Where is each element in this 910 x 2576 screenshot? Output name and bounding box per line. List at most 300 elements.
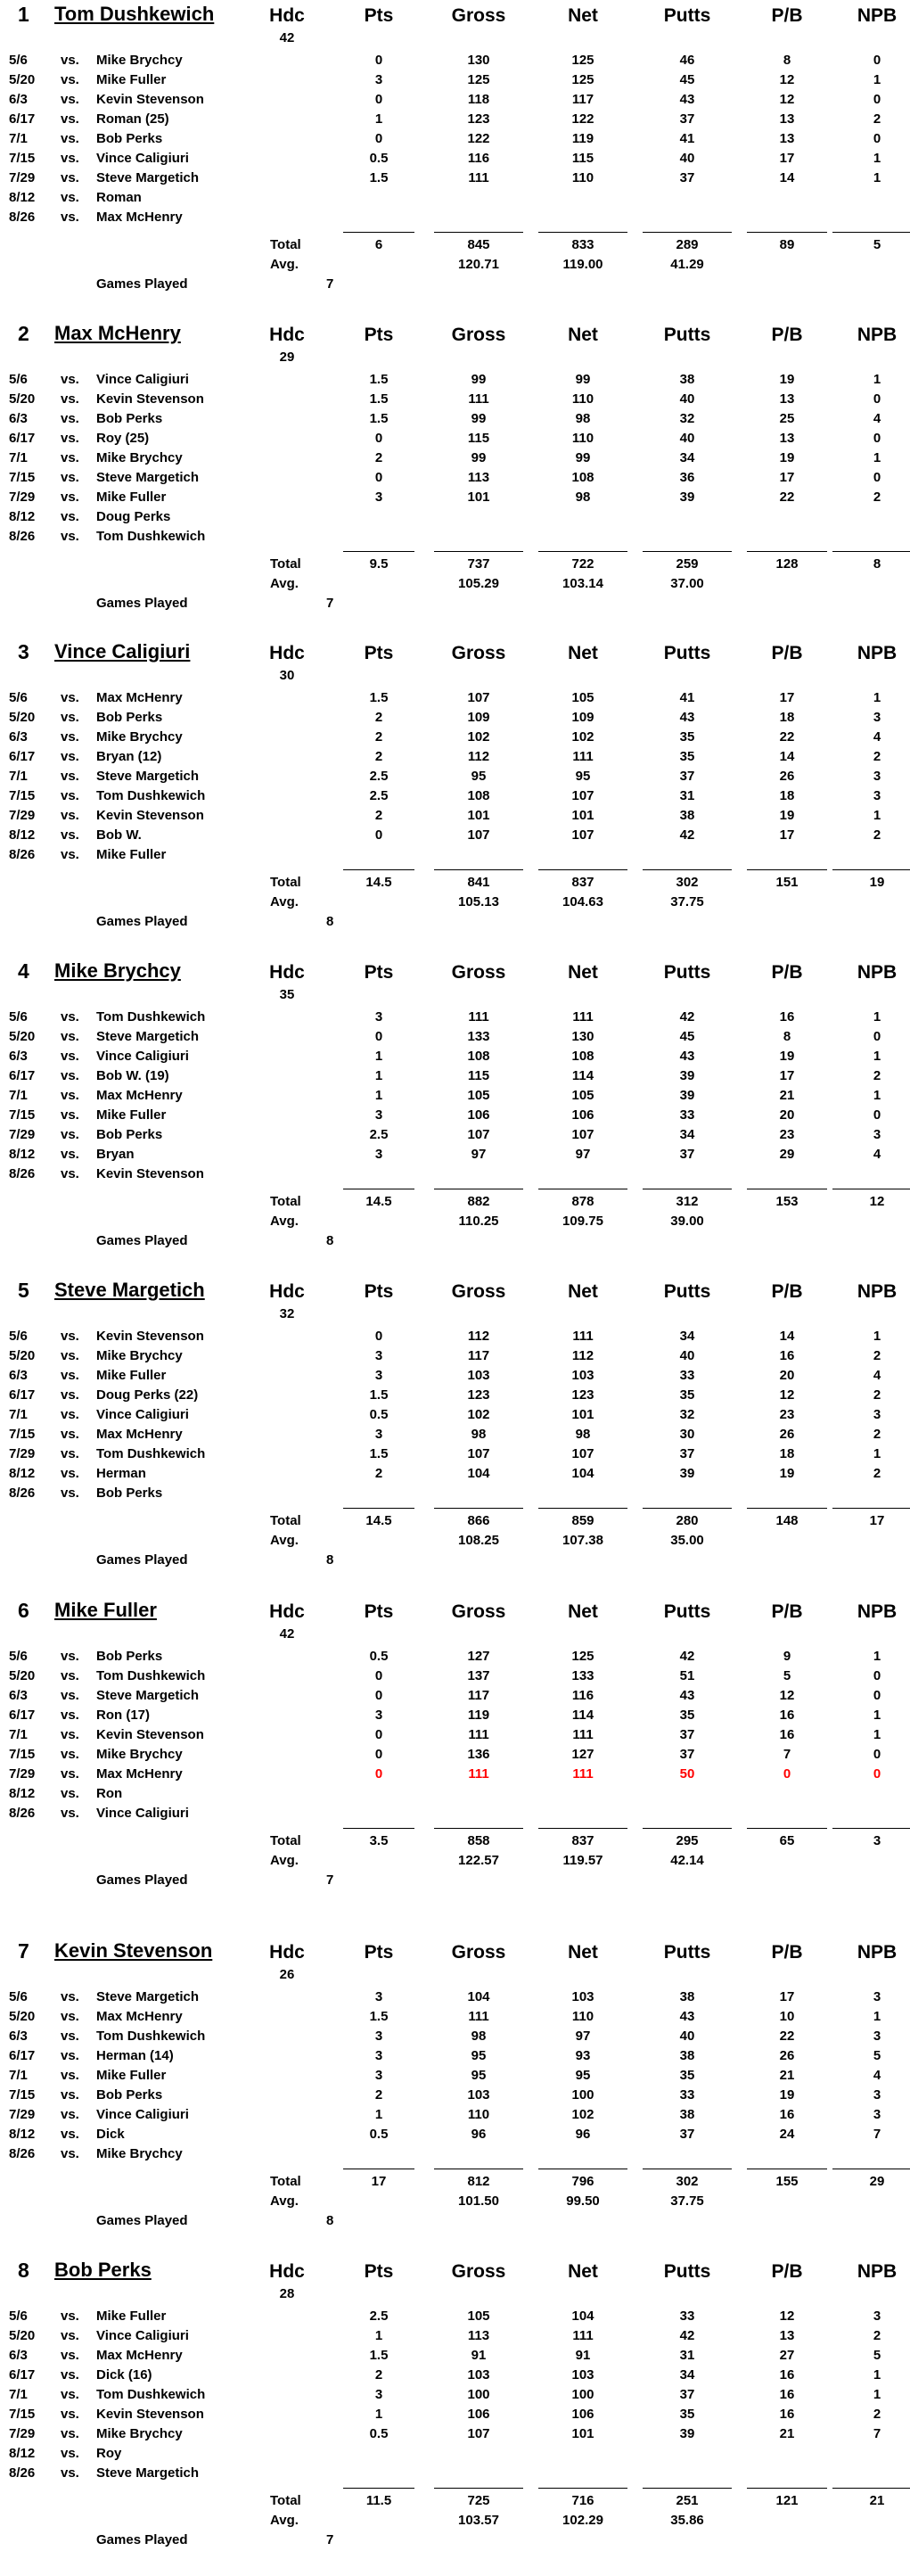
match-putts: 41 [679,131,695,146]
vs-label: vs. [61,151,79,166]
match-row [0,1068,910,1088]
match-row [0,2068,910,2087]
match-npb: 0 [873,1107,881,1123]
match-npb: 2 [873,1427,881,1442]
match-pts: 3 [374,1147,383,1162]
opponent-name: Max McHenry [96,2009,183,2024]
match-putts: 50 [679,1766,695,1782]
match-gross: 112 [467,1329,490,1344]
match-row [0,2446,910,2465]
match-date: 5/6 [9,1989,28,2004]
vs-label: vs. [61,1446,79,1461]
vs-label: vs. [61,1049,79,1064]
match-npb: 4 [873,1368,881,1383]
total-npb: 3 [873,1833,881,1848]
match-npb: 4 [873,411,881,426]
match-pb: 16 [779,1009,795,1025]
vs-label: vs. [61,131,79,146]
match-putts: 40 [679,151,695,166]
handicap-value: 32 [279,1306,295,1321]
match-row [0,2328,910,2348]
match-pb: 7 [783,1747,791,1762]
match-putts: 43 [679,1688,695,1703]
match-gross: 101 [467,490,490,505]
total-net: 833 [571,237,594,252]
match-pts: 0 [374,1747,383,1762]
match-row [0,1727,910,1747]
vs-label: vs. [61,170,79,185]
match-date: 7/15 [9,151,36,166]
vs-label: vs. [61,1806,79,1821]
match-pts: 1 [374,111,383,127]
match-net: 105 [571,690,594,705]
match-date: 6/3 [9,2348,28,2363]
match-gross: 119 [467,1708,490,1723]
vs-label: vs. [61,1009,79,1025]
games-played-value: 7 [326,596,334,611]
vs-label: vs. [61,509,79,524]
match-gross: 106 [467,1107,490,1123]
match-pts: 3 [374,490,383,505]
games-played-value: 8 [326,914,334,929]
total-pb: 148 [775,1513,799,1528]
match-pb: 12 [779,1387,795,1403]
avg-label: Avg. [270,576,299,591]
match-date: 7/29 [9,2107,36,2122]
total-putts: 251 [676,2493,699,2508]
match-row [0,2087,910,2107]
match-npb: 1 [873,808,881,823]
match-pts: 1.5 [369,1446,389,1461]
column-header-npb: NPB [857,5,898,26]
match-npb: 2 [873,1068,881,1083]
total-separator-line [832,1828,910,1829]
match-pts: 1.5 [369,1387,389,1403]
match-row [0,170,910,190]
total-pts: 11.5 [365,2493,392,2508]
total-label: Total [270,1833,301,1848]
opponent-name: Vince Caligiuri [96,1407,189,1422]
match-gross: 99 [471,411,487,426]
vs-label: vs. [61,470,79,485]
vs-label: vs. [61,2446,79,2461]
match-row [0,808,910,827]
opponent-name: Steve Margetich [96,1029,200,1044]
opponent-name: Steve Margetich [96,170,200,185]
column-header-gross: Gross [451,962,506,983]
avg-label: Avg. [270,1533,299,1548]
match-pb: 12 [779,2309,795,2324]
column-header-pts: Pts [364,1601,394,1622]
match-pts: 1.5 [369,170,389,185]
vs-label: vs. [61,1068,79,1083]
opponent-name: Mike Fuller [96,847,167,862]
match-row [0,1708,910,1727]
match-gross: 111 [468,1009,489,1025]
opponent-name: Mike Brychcy [96,2426,183,2441]
match-pts: 3 [374,1427,383,1442]
total-separator-line [747,2488,827,2489]
match-gross: 130 [467,53,490,68]
match-pb: 19 [779,808,795,823]
match-gross: 111 [468,391,489,407]
vs-label: vs. [61,1786,79,1801]
match-gross: 112 [467,749,490,764]
match-row [0,1427,910,1446]
opponent-name: Vince Caligiuri [96,2328,189,2343]
opponent-name: Herman (14) [96,2048,174,2063]
vs-label: vs. [61,710,79,725]
match-date: 8/12 [9,509,36,524]
match-gross: 107 [467,2426,490,2441]
match-npb: 3 [873,1407,881,1422]
match-npb: 5 [873,2348,881,2363]
opponent-name: Mike Fuller [96,1107,167,1123]
vs-label: vs. [61,847,79,862]
match-date: 7/1 [9,2387,28,2402]
total-separator-line [343,1828,414,1829]
match-net: 95 [575,2068,591,2083]
match-net: 125 [571,1649,594,1664]
vs-label: vs. [61,1147,79,1162]
match-date: 6/17 [9,1068,36,1083]
match-putts: 33 [679,1107,695,1123]
vs-label: vs. [61,2127,79,2142]
match-date: 7/15 [9,2407,36,2422]
total-npb: 5 [873,237,881,252]
match-net: 104 [571,1466,594,1481]
match-putts: 40 [679,431,695,446]
avg-net: 109.75 [562,1214,603,1229]
games-played-label: Games Played [96,2213,188,2228]
match-date: 7/29 [9,490,36,505]
avg-putts: 39.00 [670,1214,704,1229]
opponent-name: Steve Margetich [96,769,200,784]
match-pts: 0 [374,827,383,843]
total-separator-line [747,869,827,870]
total-label: Total [270,2174,301,2189]
match-pb: 5 [783,1668,791,1683]
avg-label: Avg. [270,1214,299,1229]
match-npb: 1 [873,1329,881,1344]
match-gross: 107 [467,827,490,843]
total-label: Total [270,2493,301,2508]
opponent-name: Roman (25) [96,111,169,127]
total-separator-line [538,1828,627,1829]
vs-label: vs. [61,1649,79,1664]
match-npb: 0 [873,470,881,485]
match-gross: 108 [467,1049,490,1064]
match-gross: 113 [467,2328,490,2343]
handicap-value: 42 [279,1626,295,1642]
match-date: 6/17 [9,1708,36,1723]
avg-putts: 41.29 [670,257,704,272]
total-separator-line [643,2488,732,2489]
total-separator-line [832,232,910,233]
match-row [0,151,910,170]
opponent-name: Max McHenry [96,1088,183,1103]
total-separator-line [747,232,827,233]
match-npb: 7 [873,2426,881,2441]
match-putts: 42 [679,827,695,843]
opponent-name: Dick (16) [96,2367,152,2383]
match-row [0,490,910,509]
column-header-putts: Putts [663,1601,711,1622]
match-pb: 12 [779,1688,795,1703]
match-npb: 3 [873,2107,881,2122]
match-putts: 31 [679,788,695,803]
match-row [0,1407,910,1427]
vs-label: vs. [61,529,79,544]
vs-label: vs. [61,1387,79,1403]
match-net: 114 [571,1708,594,1723]
match-date: 7/1 [9,2068,28,2083]
match-date: 8/26 [9,1166,36,1181]
match-npb: 3 [873,2309,881,2324]
match-npb: 7 [873,2127,881,2142]
total-separator-line [434,1508,523,1509]
column-header-pts: Pts [364,1942,394,1963]
match-date: 8/12 [9,1147,36,1162]
vs-label: vs. [61,2107,79,2122]
match-gross: 110 [467,2107,490,2122]
match-date: 7/1 [9,450,28,465]
total-separator-line [434,869,523,870]
vs-label: vs. [61,2146,79,2161]
match-putts: 39 [679,1088,695,1103]
match-row [0,111,910,131]
match-gross: 105 [467,2309,490,2324]
match-gross: 107 [467,690,490,705]
match-putts: 35 [679,729,695,745]
vs-label: vs. [61,2348,79,2363]
match-pb: 19 [779,372,795,387]
match-row [0,431,910,450]
match-date: 7/1 [9,1727,28,1742]
match-row [0,1348,910,1368]
column-header-gross: Gross [451,5,506,26]
match-date: 8/26 [9,2146,36,2161]
games-played-value: 7 [326,2532,334,2547]
total-gross: 866 [467,1513,490,1528]
column-header-pts: Pts [364,1281,394,1302]
total-separator-line [343,232,414,233]
match-net: 106 [571,2407,594,2422]
match-pb: 19 [779,1049,795,1064]
match-net: 93 [575,2048,591,2063]
vs-label: vs. [61,1348,79,1363]
match-putts: 34 [679,1127,695,1142]
match-putts: 42 [679,1009,695,1025]
games-played-label: Games Played [96,2532,188,2547]
match-npb: 2 [873,1348,881,1363]
opponent-name: Roy [96,2446,122,2461]
match-pb: 17 [779,690,795,705]
opponent-name: Vince Caligiuri [96,151,189,166]
match-row [0,72,910,92]
opponent-name: Herman [96,1466,146,1481]
match-pb: 12 [779,92,795,107]
vs-label: vs. [61,2407,79,2422]
games-played-label: Games Played [96,1872,188,1888]
match-net: 107 [571,1127,594,1142]
match-row [0,710,910,729]
total-separator-line [747,551,827,552]
vs-label: vs. [61,2426,79,2441]
match-putts: 35 [679,2407,695,2422]
match-date: 7/29 [9,1127,36,1142]
total-pts: 3.5 [369,1833,389,1848]
avg-putts: 42.14 [670,1853,704,1868]
match-npb: 0 [873,92,881,107]
match-row [0,1029,910,1049]
match-pb: 14 [779,170,795,185]
total-net: 796 [571,2174,594,2189]
total-separator-line [538,551,627,552]
column-header-net: Net [568,1942,598,1963]
match-gross: 111 [468,1766,489,1782]
total-pb: 121 [775,2493,799,2508]
total-gross: 882 [467,1194,490,1209]
match-row [0,1688,910,1708]
match-npb: 0 [873,1688,881,1703]
match-pb: 13 [779,391,795,407]
total-separator-line [832,1508,910,1509]
total-label: Total [270,556,301,572]
match-net: 98 [575,1427,591,1442]
total-separator-line [538,869,627,870]
match-date: 7/29 [9,170,36,185]
match-npb: 1 [873,170,881,185]
total-npb: 21 [869,2493,885,2508]
match-row [0,1329,910,1348]
column-header-gross: Gross [451,325,506,345]
match-date: 8/12 [9,1466,36,1481]
avg-gross: 101.50 [458,2193,499,2209]
match-date: 7/29 [9,2426,36,2441]
match-pb: 21 [779,2068,795,2083]
column-header-putts: Putts [663,1942,711,1963]
match-putts: 38 [679,372,695,387]
match-npb: 0 [873,53,881,68]
vs-label: vs. [61,1989,79,2004]
total-net: 837 [571,1833,594,1848]
match-row [0,1989,910,2009]
opponent-name: Doug Perks (22) [96,1387,199,1403]
match-row [0,1466,910,1486]
games-played-label: Games Played [96,596,188,611]
match-net: 125 [571,72,594,87]
games-played-value: 8 [326,1233,334,1248]
avg-label: Avg. [270,2513,299,2528]
match-gross: 123 [467,111,490,127]
match-date: 6/17 [9,1387,36,1403]
match-putts: 32 [679,411,695,426]
match-row [0,2387,910,2407]
games-played-label: Games Played [96,1552,188,1568]
avg-net: 104.63 [562,894,603,909]
match-row [0,1668,910,1688]
total-separator-line [643,1508,732,1509]
match-row [0,690,910,710]
match-pts: 1.5 [369,690,389,705]
match-putts: 39 [679,1466,695,1481]
total-separator-line [434,1828,523,1829]
column-header-pb: P/B [771,1942,803,1963]
match-pts: 3 [374,2029,383,2044]
total-separator-line [434,2488,523,2489]
column-header-hdc: Hdc [269,1281,305,1302]
match-pts: 0 [374,1727,383,1742]
vs-label: vs. [61,490,79,505]
match-pts: 1.5 [369,372,389,387]
match-gross: 118 [467,92,490,107]
match-npb: 3 [873,788,881,803]
match-putts: 45 [679,72,695,87]
match-npb: 0 [873,391,881,407]
match-pts: 2.5 [369,2309,389,2324]
opponent-name: Steve Margetich [96,1989,200,2004]
match-row [0,1747,910,1766]
vs-label: vs. [61,2009,79,2024]
match-pts: 0 [374,131,383,146]
opponent-name: Vince Caligiuri [96,2107,189,2122]
match-date: 7/15 [9,470,36,485]
match-row [0,1147,910,1166]
match-row [0,470,910,490]
opponent-name: Kevin Stevenson [96,391,204,407]
total-gross: 812 [467,2174,490,2189]
opponent-name: Max McHenry [96,1766,183,1782]
player-block [0,1279,910,1596]
match-row [0,1786,910,1806]
match-date: 6/3 [9,729,28,745]
match-date: 5/20 [9,72,36,87]
match-row [0,1127,910,1147]
match-putts: 30 [679,1427,695,1442]
match-row [0,1486,910,1505]
match-date: 8/12 [9,827,36,843]
total-separator-line [643,551,732,552]
vs-label: vs. [61,769,79,784]
match-npb: 5 [873,2048,881,2063]
match-putts: 46 [679,53,695,68]
match-gross: 136 [467,1747,490,1762]
match-pts: 2 [374,749,383,764]
match-pb: 12 [779,72,795,87]
total-gross: 841 [467,875,490,890]
handicap-value: 42 [279,30,295,45]
column-header-hdc: Hdc [269,5,305,26]
match-date: 5/20 [9,2009,36,2024]
match-gross: 100 [467,2387,490,2402]
total-separator-line [538,1508,627,1509]
player-block [0,959,910,1277]
column-header-npb: NPB [857,1281,898,1302]
match-pts: 1.5 [369,391,389,407]
match-date: 8/12 [9,1786,36,1801]
total-net: 716 [571,2493,594,2508]
vs-label: vs. [61,1766,79,1782]
match-date: 8/26 [9,210,36,225]
opponent-name: Bryan (12) [96,749,162,764]
opponent-name: Kevin Stevenson [96,2407,204,2422]
match-putts: 38 [679,2048,695,2063]
match-row [0,1766,910,1786]
vs-label: vs. [61,1466,79,1481]
match-putts: 42 [679,1649,695,1664]
match-putts: 40 [679,1348,695,1363]
